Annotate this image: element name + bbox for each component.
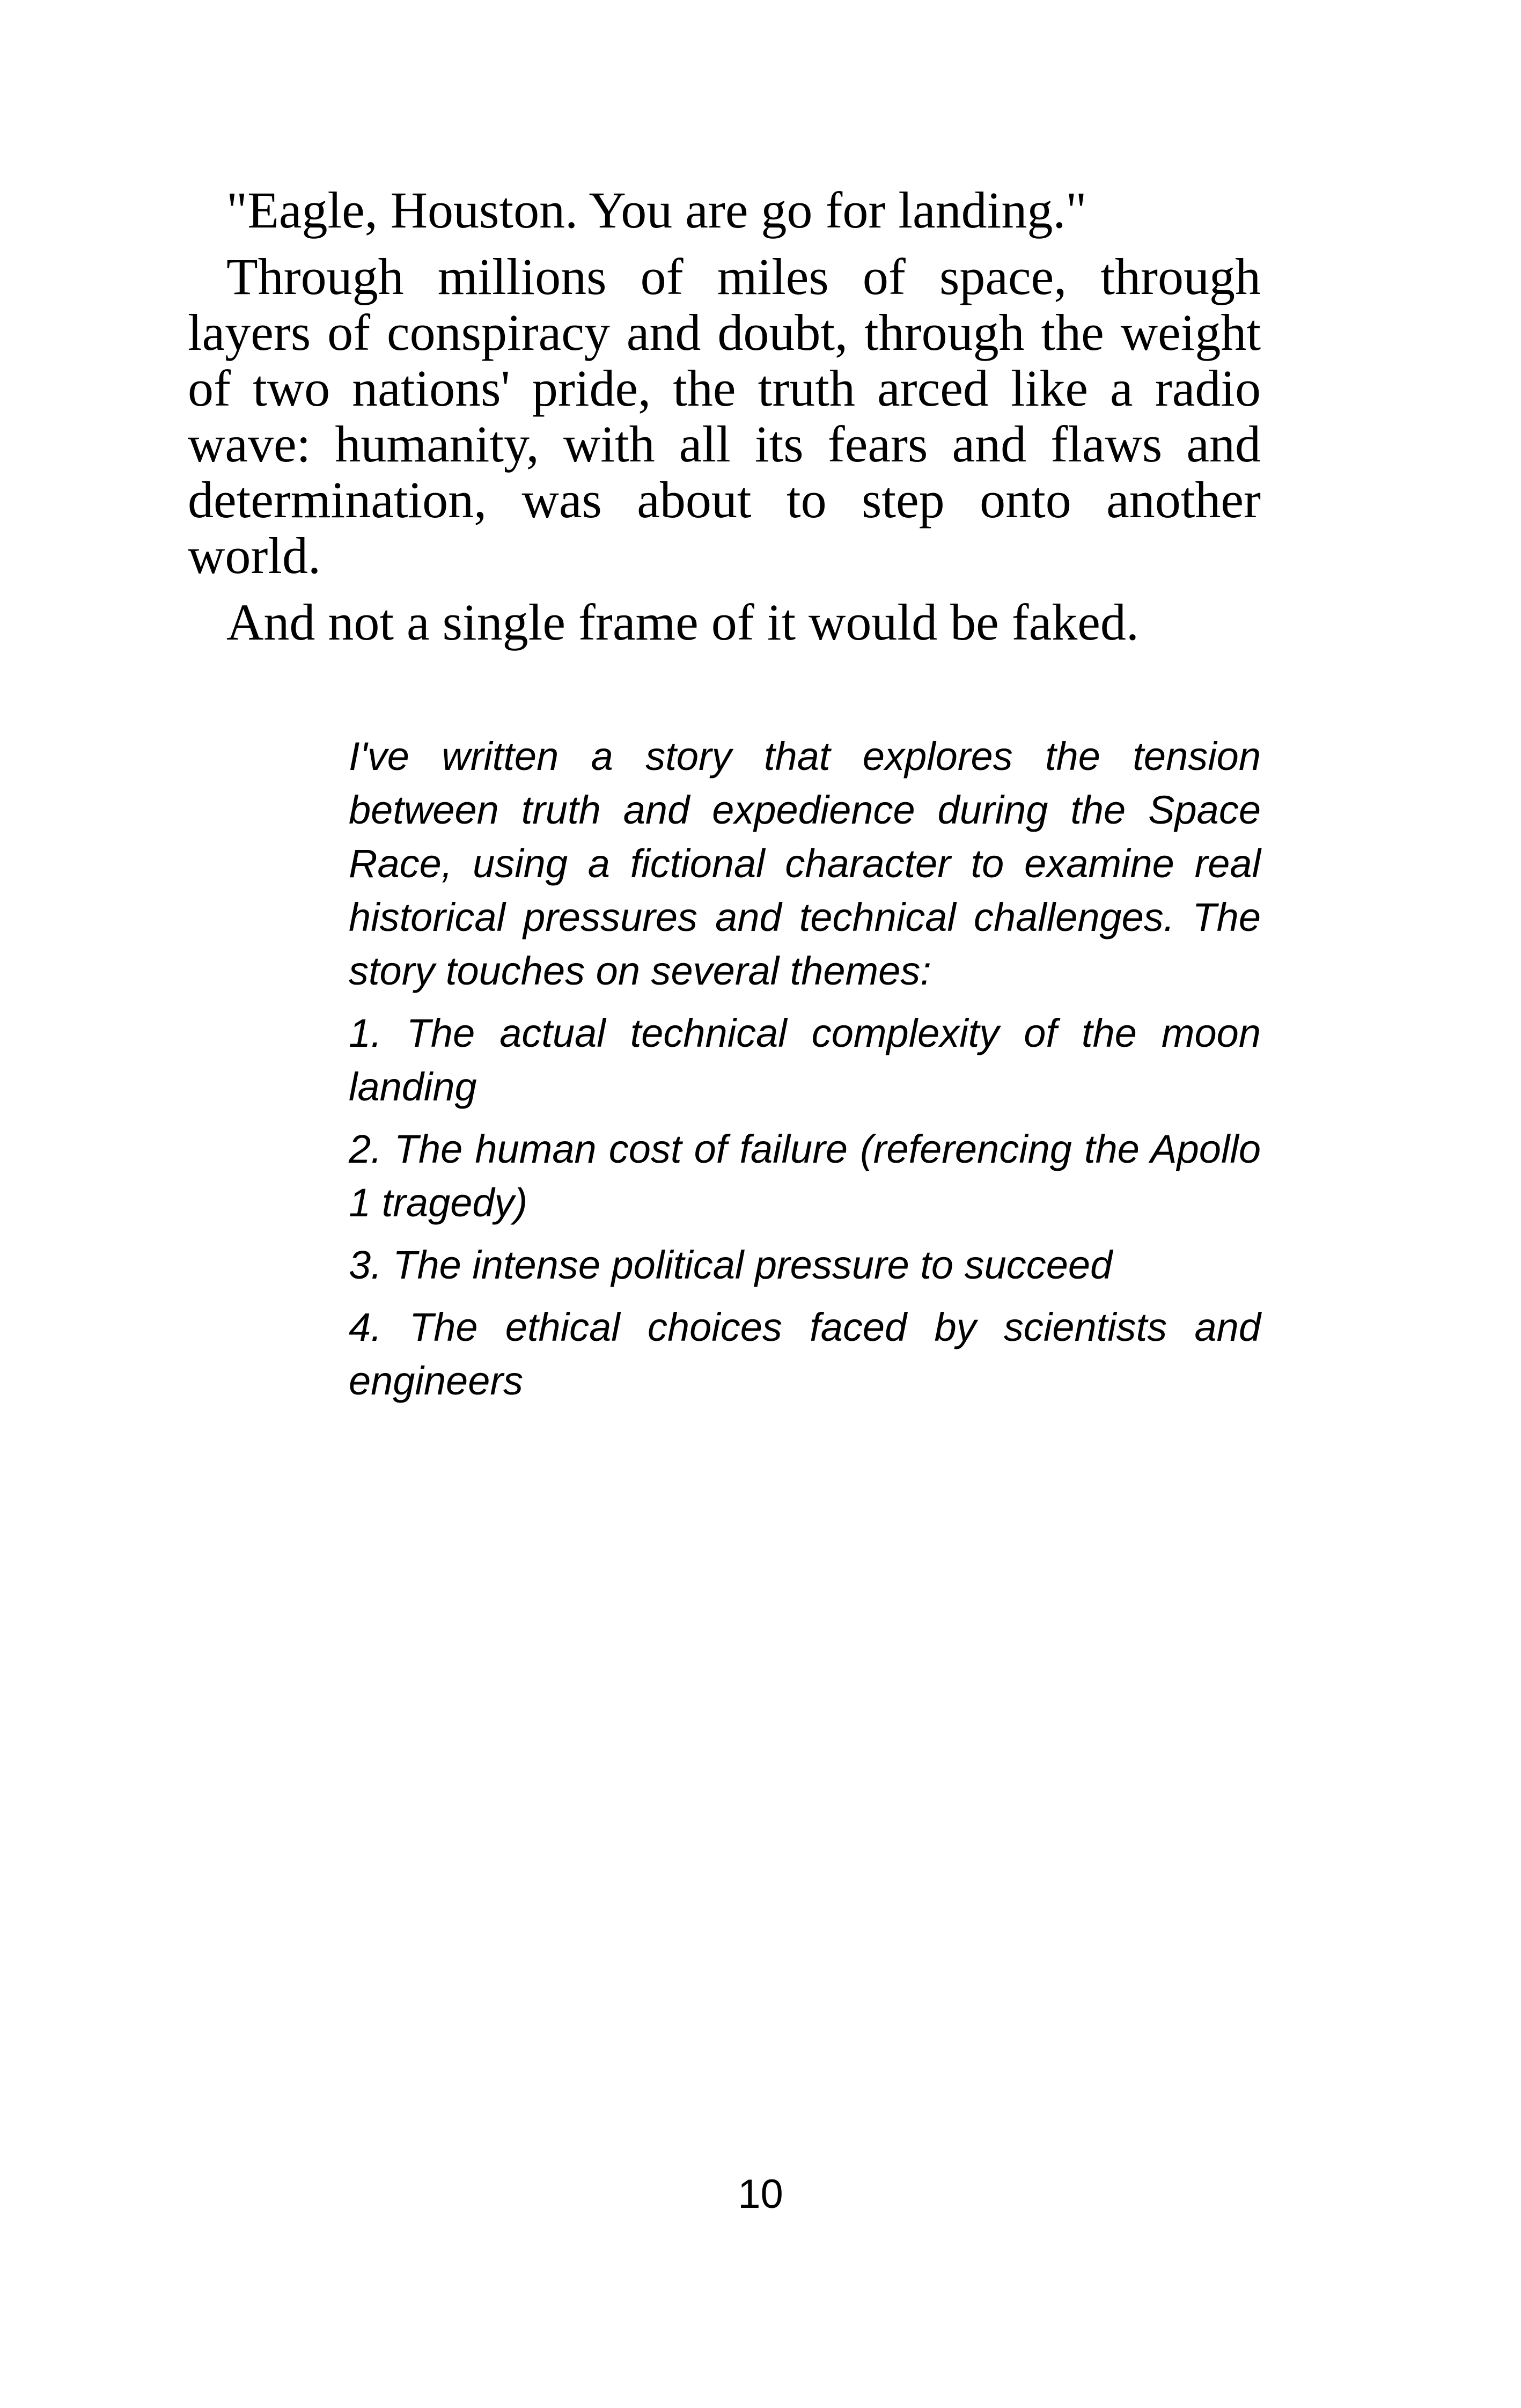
story-paragraph: Through millions of miles of space, through layers of conspiracy and doubt, through the weight of two nations' pride, the truth arced like a radio wave: humanity, with all its fears and flaws and determination, was about to step onto another world. (188, 248, 1261, 584)
author-note (349, 730, 1261, 1416)
note-theme-item: 1. The actual technical complexity of the moon landing (349, 1011, 1261, 1109)
page-number: 10 (738, 2171, 783, 2217)
note-theme-item: 3. The intense political pressure to succeed (349, 1243, 1113, 1287)
note-theme-item: 4. The ethical choices faced by scientists and engineers (349, 1305, 1261, 1403)
note-theme-item: 2. The human cost of failure (referencing the Apollo 1 tragedy) (349, 1127, 1261, 1225)
story-paragraph: "Eagle, Houston. You are go for landing." (226, 181, 1087, 239)
note-intro: I've written a story that explores the tension between truth and expedience during the Space Race, using a fictional character to examine real historical pressures and technical challenges. The story touches on several themes: (349, 734, 1261, 993)
story-text (188, 182, 1261, 661)
story-paragraph: And not a single frame of it would be faked. (226, 593, 1139, 651)
